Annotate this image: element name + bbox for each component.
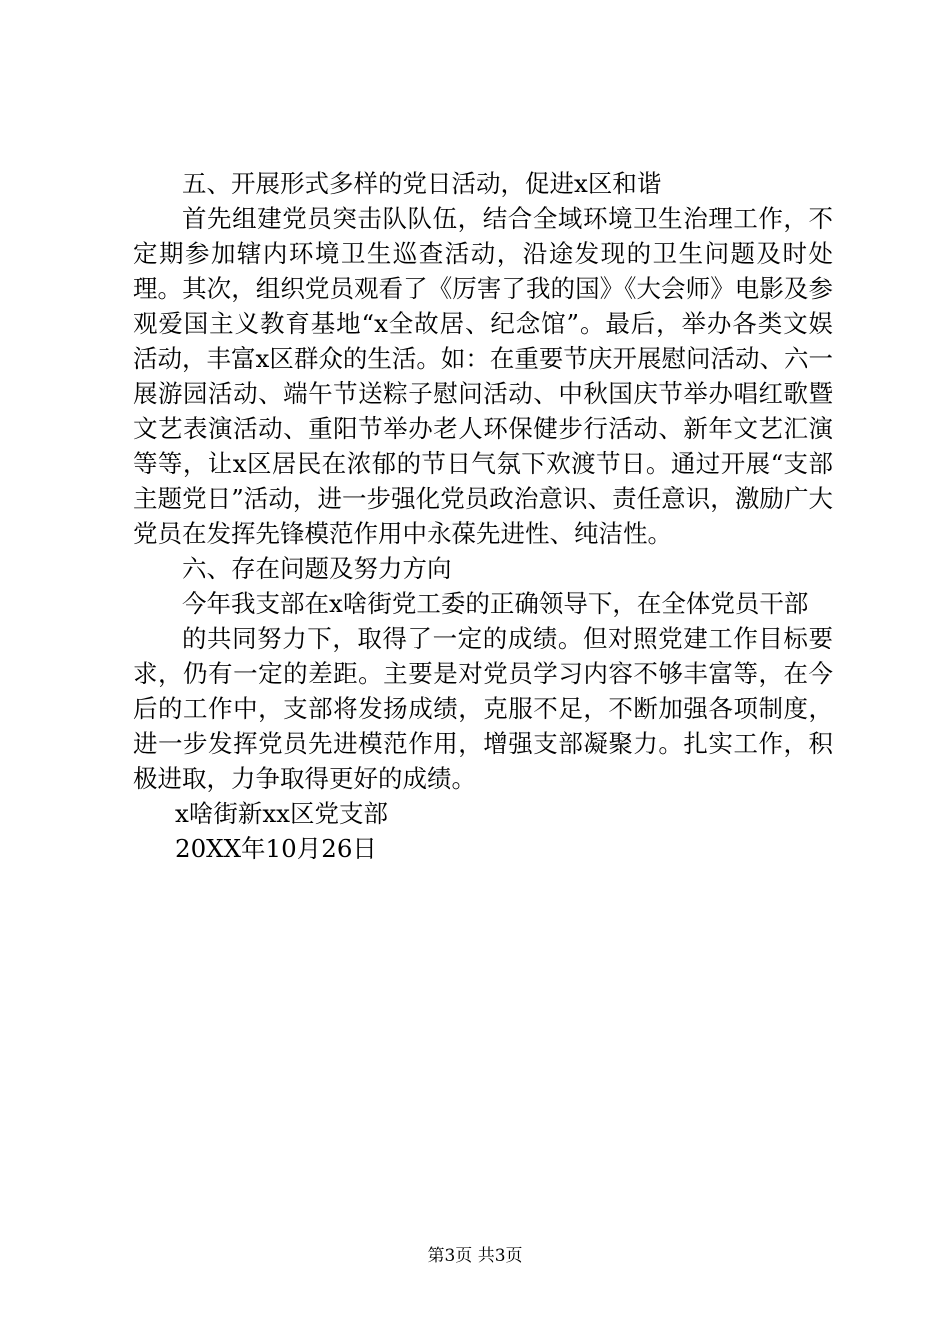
section-paragraph-6-part2: 的共同努力下，取得了一定的成绩。但对照党建工作目标要求，仍有一定的差距。主要是对党员学习内容不够丰富等，在今后的工作中，支部将发扬成绩，克服不足，不断加强各项制度，进一步发挥党员先进模范作用，增强支部凝聚力。扎实工作，积极进取，力争取得更好的成绩。: [133, 624, 833, 793]
page-footer: 第3页 共3页: [427, 1246, 523, 1266]
section-heading-5: 五、开展形式多样的党日活动，促进x区和谐: [182, 169, 662, 198]
section-heading-6: 六、存在问题及努力方向: [182, 554, 452, 583]
signature-organization: x啥街新xx区党支部: [175, 799, 388, 828]
signature-date: 20XX年10月26日: [175, 834, 377, 863]
section-paragraph-6-part1: 今年我支部在x啥街党工委的正确领导下，在全体党员干部: [182, 589, 809, 618]
section-paragraph-5: 首先组建党员突击队队伍，结合全域环境卫生治理工作，不定期参加辖内环境卫生巡查活动，沿途发现的卫生问题及时处理。其次，组织党员观看了《厉害了我的国》《大会师》电影及参观爱国主义教育基地“x全故居、纪念馆”。最后，举办各类文娱活动，丰富x区群众的生活。如：在重要节庆开展慰问活动、六一展游园活动、端午节送粽子慰问活动、中秋国庆节举办唱红歌暨文艺表演活动、重阳节举办老人环保健步行活动、新年文艺汇演等等，让x区居民在浓郁的节日气氛下欢渡节日。通过开展“支部主题党日”活动，进一步强化党员政治意识、责任意识，激励广大党员在发挥先锋模范作用中永葆先进性、纯洁性。: [133, 204, 833, 548]
document-body: [133, 166, 833, 866]
